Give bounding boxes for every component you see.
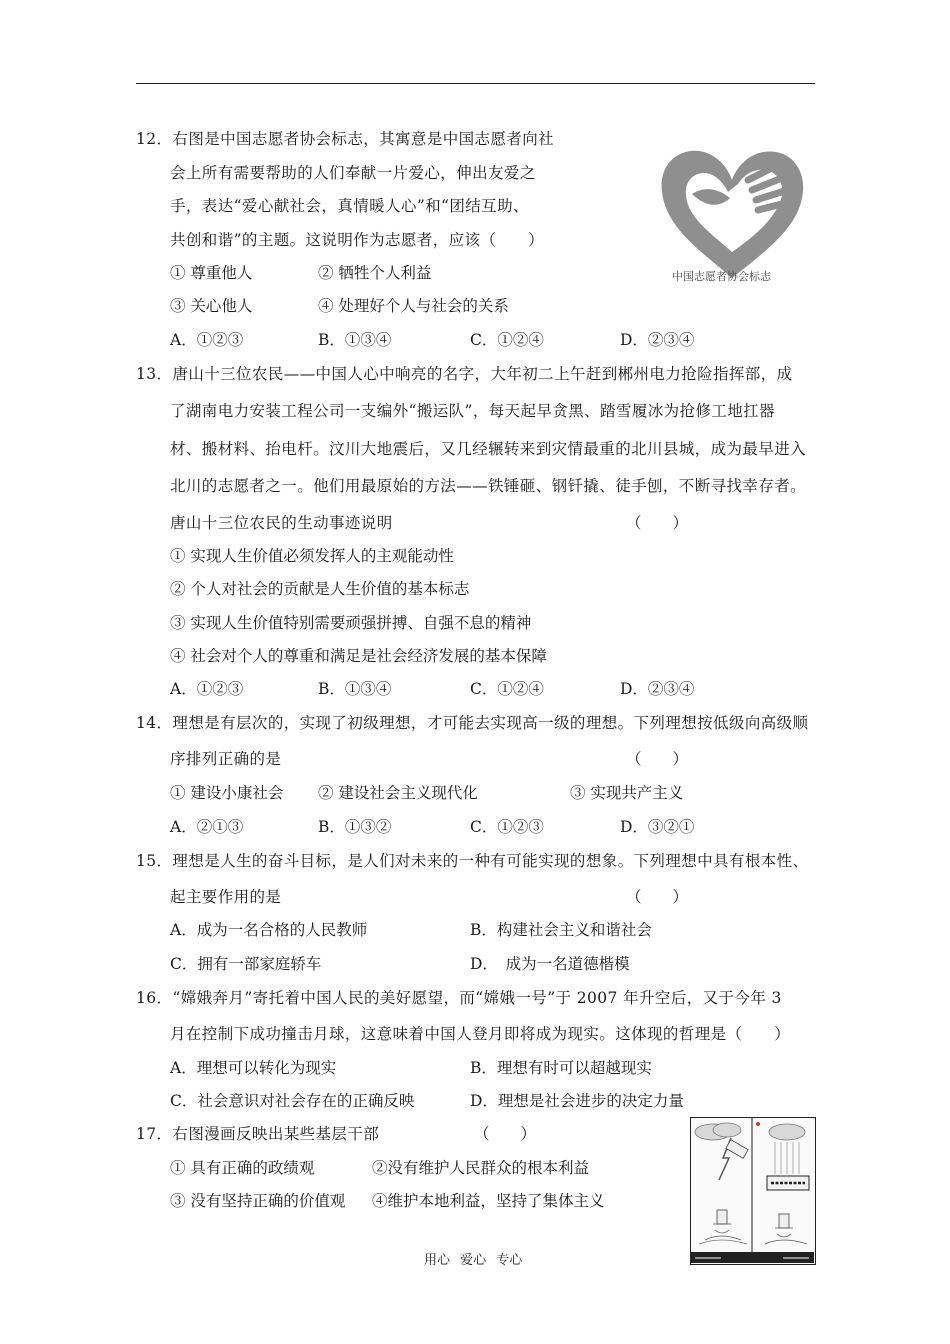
q14-item-2: ② 建设社会主义现代化 — [318, 784, 478, 802]
q13-answer-bracket: （ ） — [626, 514, 689, 532]
q15-choice-c: C．拥有一部家庭轿车 — [170, 955, 322, 973]
q13-choice-a: A．①②③ — [170, 680, 244, 698]
cartoon-drawing — [691, 1118, 814, 1263]
q16-choice-d: D．理想是社会进步的决定力量 — [470, 1092, 684, 1110]
q13-item-4: ④ 社会对个人的尊重和满足是社会经济发展的基本保障 — [170, 647, 547, 665]
header-rule — [136, 83, 815, 84]
q13-line-3: 材、搬材料、抬电杆。汶川大地震后，又几经辗转来到灾情最重的北川县城，成为最早进入 — [170, 440, 807, 458]
q14-choice-c: C．①②③ — [470, 818, 544, 836]
q13-choice-d: D．②③④ — [620, 680, 695, 698]
q15-line-1: 15．理想是人生的奋斗目标，是人们对未来的一种有可能实现的想象。下列理想中具有根本性、 — [136, 852, 809, 870]
q14-answer-bracket: （ ） — [626, 750, 689, 768]
q12-item-3: ③ 关心他人 — [170, 297, 253, 315]
q16-line-1: 16．“嫦娥奔月”寄托着中国人民的美好愿望，而“嫦娥一号”于 2007 年升空后，又于今年 3 — [136, 989, 782, 1007]
q14-choice-b: B．①③② — [318, 818, 392, 836]
q17-item-2: ②没有维护人民群众的根本利益 — [372, 1159, 590, 1177]
q14-item-3: ③ 实现共产主义 — [570, 784, 684, 802]
cartoon-image — [690, 1117, 816, 1265]
q12-choice-c: C．①②④ — [470, 331, 544, 349]
q17-line-1: 17．右图漫画反映出某些基层干部 — [136, 1125, 380, 1143]
q12-item-2: ② 牺牲个人利益 — [318, 264, 432, 282]
q14-choice-a: A．②①③ — [170, 818, 244, 836]
q12-line-4: 共创和谐”的主题。这说明作为志愿者，应该（ ） — [170, 231, 545, 249]
q13-line-2: 了湖南电力安装工程公司一支编外“搬运队”，每天起早贪黑、踏雪履冰为抢修工地扛器 — [170, 402, 775, 420]
q14-item-1: ① 建设小康社会 — [170, 784, 284, 802]
q13-item-2: ② 个人对社会的贡献是人生价值的基本标志 — [170, 580, 470, 598]
q13-line-4: 北川的志愿者之一。他们用最原始的方法——铁锤砸、钢钎撬、徒手刨，不断寻找幸存者。 — [170, 477, 807, 495]
q14-choice-d: D．③②① — [620, 818, 695, 836]
q15-line-2: 起主要作用的是 — [170, 888, 282, 906]
q16-line-2: 月在控制下成功撞击月球，这意味着中国人登月即将成为现实。这体现的哲理是（ ） — [170, 1025, 791, 1043]
q17-item-1: ① 具有正确的政绩观 — [170, 1159, 315, 1177]
q12-item-4: ④ 处理好个人与社会的关系 — [318, 297, 509, 315]
page-footer: 用心 爱心 专心 — [424, 1253, 523, 1268]
q13-item-1: ① 实现人生价值必须发挥人的主观能动性 — [170, 547, 454, 565]
q17-item-3: ③ 没有坚持正确的价值观 — [170, 1192, 346, 1210]
q15-choice-a: A．成为一名合格的人民教师 — [170, 921, 368, 939]
q12-line-1: 12．右图是中国志愿者协会标志，其寓意是中国志愿者向社 — [136, 130, 555, 148]
q14-line-2: 序排列正确的是 — [170, 750, 282, 768]
q12-item-1: ① 尊重他人 — [170, 264, 253, 282]
q13-choice-c: C．①②④ — [470, 680, 544, 698]
q15-choice-b: B．构建社会主义和谐社会 — [470, 921, 652, 939]
q13-choice-b: B．①③④ — [318, 680, 392, 698]
q12-choice-d: D．②③④ — [620, 331, 695, 349]
q12-choice-b: B．①③④ — [318, 331, 392, 349]
logo-caption: 中国志愿者协会标志 — [672, 270, 771, 283]
q12-line-3: 手，表达“爱心献社会，真情暖人心”和“团结互助、 — [170, 197, 529, 215]
q15-answer-bracket: （ ） — [626, 888, 689, 906]
q16-choice-c: C．社会意识对社会存在的正确反映 — [170, 1092, 415, 1110]
q13-item-3: ③ 实现人生价值特别需要顽强拼搏、自强不息的精神 — [170, 614, 532, 632]
q16-choice-b: B．理想有时可以超越现实 — [470, 1059, 652, 1077]
q15-choice-d: D． 成为一名道德楷模 — [470, 955, 630, 973]
q14-line-1: 14．理想是有层次的，实现了初级理想，才可能去实现高一级的理想。下列理想按低级向高级顺 — [136, 714, 809, 732]
q16-choice-a: A．理想可以转化为现实 — [170, 1059, 337, 1077]
q12-line-2: 会上所有需要帮助的人们奉献一片爱心，伸出友爱之 — [170, 164, 536, 182]
q17-answer-bracket: （ ） — [474, 1125, 537, 1143]
q13-line-5: 唐山十三位农民的生动事迹说明 — [170, 514, 393, 532]
q12-choice-a: A．①②③ — [170, 331, 244, 349]
q17-item-4: ④维护本地利益，坚持了集体主义 — [372, 1192, 605, 1210]
q13-line-1: 13．唐山十三位农民——中国人心中响亮的名字，大年初二上午赶到郴州电力抢险指挥部，成 — [136, 365, 793, 383]
